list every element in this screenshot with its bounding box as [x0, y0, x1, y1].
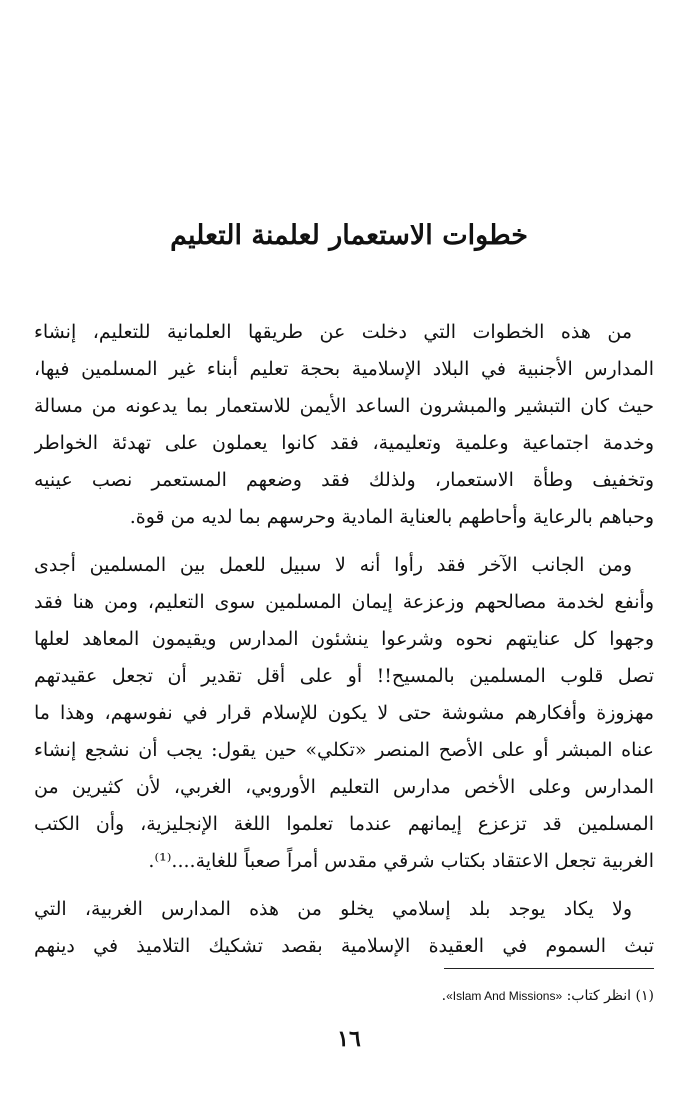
text-line: ولا يكاد يوجد بلد إسلامي يخلو من هذه المدارس الغربية، التي	[34, 898, 632, 920]
footnote-marker: (١)	[635, 988, 654, 1004]
text-line: من هذه الخطوات التي دخلت عن طريقها العلمانية للتعليم، إنشاء	[34, 321, 632, 343]
chapter-title: خطوات الاستعمار لعلمنة التعليم	[170, 220, 528, 251]
text-line: تبث السموم في العقيدة الإسلامية بقصد تشكيك التلاميذ في دينهم	[34, 935, 654, 957]
text-line: وجهوا كل عنايتهم نحوه وشرعوا ينشئون المدارس ويقيمون المعاهد لعلها	[34, 628, 654, 650]
body-text	[34, 314, 654, 976]
text-line: وخدمة اجتماعية وعلمية وتعليمية، فقد كانوا يعملون على تهدئة الخواطر	[34, 432, 654, 454]
paragraph-1	[34, 314, 654, 536]
text-line: عناه المبشر أو على الأصح المنصر «تكلي» حين يقول: يجب أن نشجع إنشاء	[34, 739, 654, 761]
footnote-divider	[444, 968, 654, 969]
text-line: المدارس وعلى الأخص مدارس التعليم الأوروبي، الغربي، لأن كثيرين من	[34, 776, 654, 798]
text-line: وأنفع لخدمة مصالحهم وزعزعة إيمان المسلمين سوى التعليم، ومن هنا فقد	[34, 591, 654, 613]
footnote-suffix: .	[441, 988, 447, 1004]
paragraph-2	[34, 547, 654, 880]
text-line: ومن الجانب الآخر فقد رأوا أنه لا سبيل للعمل بين المسلمين أجدى	[34, 554, 632, 576]
footnote	[54, 984, 654, 1008]
text-line: المدارس الأجنبية في البلاد الإسلامية بحجة تعليم أبناء غير المسلمين فيها،	[34, 358, 654, 380]
text-line: مهزوزة وأفكارهم مشوشة حتى لا يكون للإسلام قرار في نفوسهم، وهذا ما	[34, 702, 654, 724]
text-line: حيث كان التبشير والمبشرون الساعد الأيمن للاستعمار بما يدعونه من مسالة	[34, 395, 654, 417]
text-line: وحباهم بالرعاية وأحاطهم بالعناية المادية وحرسهم بما لديه من قوة.	[129, 506, 654, 528]
text-line: الغربية تجعل الاعتقاد بكتاب شرقي مقدس أمراً صعباً للغاية....⁽¹⁾.	[148, 850, 654, 872]
footnote-source: «Islam And Missions»	[446, 989, 563, 1003]
text-line: تصل قلوب المسلمين بالمسيح!! أو على أقل تقدير أن تجعل عقيدتهم	[34, 665, 654, 687]
page-number: ١٦	[337, 1026, 361, 1052]
footnote-prefix: انظر كتاب:	[566, 988, 632, 1004]
text-line: المسلمين قد تزعزع إيمانهم عندما تعلموا اللغة الإنجليزية، وأن الكتب	[34, 813, 654, 835]
text-line: وتخفيف وطأة الاستعمار، ولذلك فقد وضعهم المستعمر نصب عينيه	[34, 469, 654, 491]
paragraph-3	[34, 891, 654, 965]
